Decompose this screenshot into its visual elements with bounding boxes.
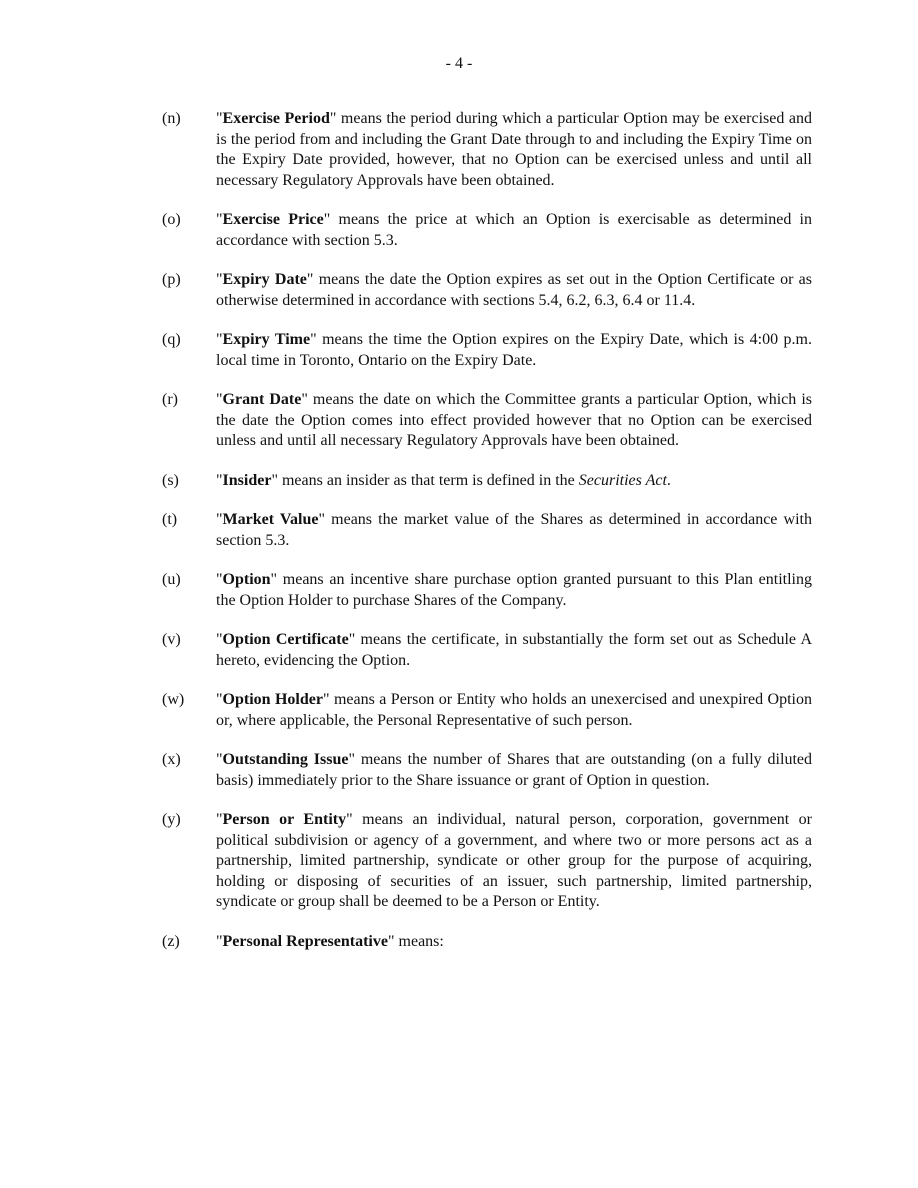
definition-body: means: (394, 932, 444, 950)
definition-body: means an insider as that term is defined in the (277, 471, 579, 489)
definition-term: Expiry Date (222, 271, 307, 288)
definition-term: Expiry Time (222, 331, 311, 348)
definition-label: (o) (162, 211, 181, 228)
definition-label: (x) (162, 751, 181, 768)
definition-text: "Exercise Price" means the price at which an Option is exercisable as determined in accordance with section 5.3. (216, 211, 812, 249)
definition-label: (w) (162, 691, 185, 708)
definition-italic: Securities Act (578, 471, 667, 489)
definition-tail: . (666, 471, 671, 489)
definition-item-w (162, 690, 812, 731)
definition-item-s (162, 471, 812, 492)
definition-label: (p) (162, 271, 181, 288)
definition-term: Option Certificate (222, 631, 349, 648)
definition-text: "Expiry Time" means the time the Option expires on the Expiry Date, which is 4:00 p.m. local time in Toronto, Ontario on the Expiry Date. (216, 331, 812, 369)
definition-body: means a Person or Entity who holds an unexercised and unexpired Option or, where applicable, the Personal Representative of such person. (216, 691, 812, 729)
definition-item-u (162, 570, 812, 611)
definitions-list (162, 109, 812, 952)
definition-label: (s) (162, 471, 179, 489)
definition-body: means the number of Shares that are outstanding (on a fully diluted basis) immediately prior to the Share issuance or grant of Option in question. (216, 751, 812, 789)
definition-body: means the time the Option expires on the Expiry Date, which is 4:00 p.m. local time in Toronto, Ontario on the Expiry Date. (216, 331, 812, 369)
definition-body: means the market value of the Shares as determined in accordance with section 5.3. (216, 511, 812, 549)
definition-item-x (162, 750, 812, 791)
definition-text: "Expiry Date" means the date the Option expires as set out in the Option Certificate or as otherwise determined in accordance with sections 5.4, 6.2, 6.3, 6.4 or 11.4. (216, 271, 813, 309)
definition-body: means the certificate, in substantially the form set out as Schedule A hereto, evidencing the Option. (216, 631, 812, 669)
definition-text: "Market Value" means the market value of the Shares as determined in accordance with section 5.3. (216, 511, 812, 549)
definition-label: (u) (162, 571, 181, 588)
definition-label: (v) (162, 631, 181, 648)
definition-item-p (162, 270, 812, 311)
definition-term: Exercise Period (222, 110, 330, 127)
definition-term: Outstanding Issue (222, 751, 349, 768)
definition-item-n (162, 109, 812, 191)
definition-item-v (162, 630, 812, 671)
definition-label: (r) (162, 391, 178, 408)
definition-term: Option Holder (222, 691, 323, 708)
definition-label: (q) (162, 331, 181, 348)
page-number: - 4 - (445, 55, 473, 72)
definition-text: "Option" means an incentive share purchase option granted pursuant to this Plan entitling the Option Holder to purchase Shares of the Company. (216, 571, 812, 609)
definition-term: Insider (222, 471, 272, 489)
definition-term: Option (222, 571, 271, 588)
definition-text: "Insider" means an insider as that term is defined in the Securities Act. (216, 471, 671, 489)
definition-body: means the price at which an Option is exercisable as determined in accordance with section 5.3. (216, 211, 812, 249)
definition-term: Exercise Price (222, 211, 324, 228)
definition-item-q (162, 330, 812, 371)
definition-body: means an individual, natural person, corporation, government or political subdivision or agency of a government, and where two or more persons act as a partnership, limited partnership, syndicate or other group for the purpose of acquiring, holding or disposing of securities of an issuer, such partnership, limited partnership, syndicate or group shall be deemed to be a Person or Entity. (216, 811, 813, 910)
definition-text: "Exercise Period" means the period during which a particular Option may be exercised and is the period from and including the Grant Date through to and including the Expiry Time on the Expiry Date provided, however, that no Option can be exercised unless and until all necessary Regulatory Approvals have been obtained. (216, 110, 813, 189)
definition-label: (t) (162, 511, 178, 528)
definition-item-z (162, 932, 812, 953)
definition-body: means the date on which the Committee grants a particular Option, which is the date the Option comes into effect provided however that no Option can be exercised unless and until all necessary Regulatory Approvals have been obtained. (216, 391, 812, 449)
definition-body: means the period during which a particular Option may be exercised and is the period from and including the Grant Date through to and including the Expiry Time on the Expiry Date provided, however, that no Option can be exercised unless and until all necessary Regulatory Approvals have been obtained. (216, 110, 813, 189)
definition-label: (y) (162, 811, 181, 828)
definition-body: means the date the Option expires as set out in the Option Certificate or as otherwise determined in accordance with sections 5.4, 6.2, 6.3, 6.4 or 11.4. (216, 271, 813, 309)
definition-item-y (162, 810, 812, 913)
definition-text: "Option Certificate" means the certificate, in substantially the form set out as Schedule A hereto, evidencing the Option. (216, 631, 812, 669)
definition-body: means an incentive share purchase option granted pursuant to this Plan entitling the Option Holder to purchase Shares of the Company. (216, 571, 812, 609)
definition-text: "Person or Entity" means an individual, natural person, corporation, government or political subdivision or agency of a government, and where two or more persons act as a partnership, limited partnership, syndicate or other group for the purpose of acquiring, holding or disposing of securities of an issuer, such partnership, limited partnership, syndicate or group shall be deemed to be a Person or Entity. (216, 811, 813, 910)
definition-term: Person or Entity (222, 811, 347, 828)
definition-term: Market Value (222, 511, 319, 528)
definition-text: "Grant Date" means the date on which the Committee grants a particular Option, which is the date the Option comes into effect provided however that no Option can be exercised unless and until all necessary Regulatory Approvals have been obtained. (216, 391, 812, 449)
definition-label: (n) (162, 110, 181, 127)
definition-item-o (162, 210, 812, 251)
definition-text: "Outstanding Issue" means the number of Shares that are outstanding (on a fully diluted basis) immediately prior to the Share issuance or grant of Option in question. (216, 751, 812, 789)
definition-label: (z) (162, 932, 180, 950)
definition-term: Grant Date (222, 391, 302, 408)
definition-text: "Option Holder" means a Person or Entity who holds an unexercised and unexpired Option or, where applicable, the Personal Representative of such person. (216, 691, 812, 729)
definition-term: Personal Representative (222, 932, 388, 950)
definition-text: "Personal Representative" means: (216, 932, 444, 950)
definition-item-t (162, 510, 812, 551)
definition-item-r (162, 390, 812, 452)
